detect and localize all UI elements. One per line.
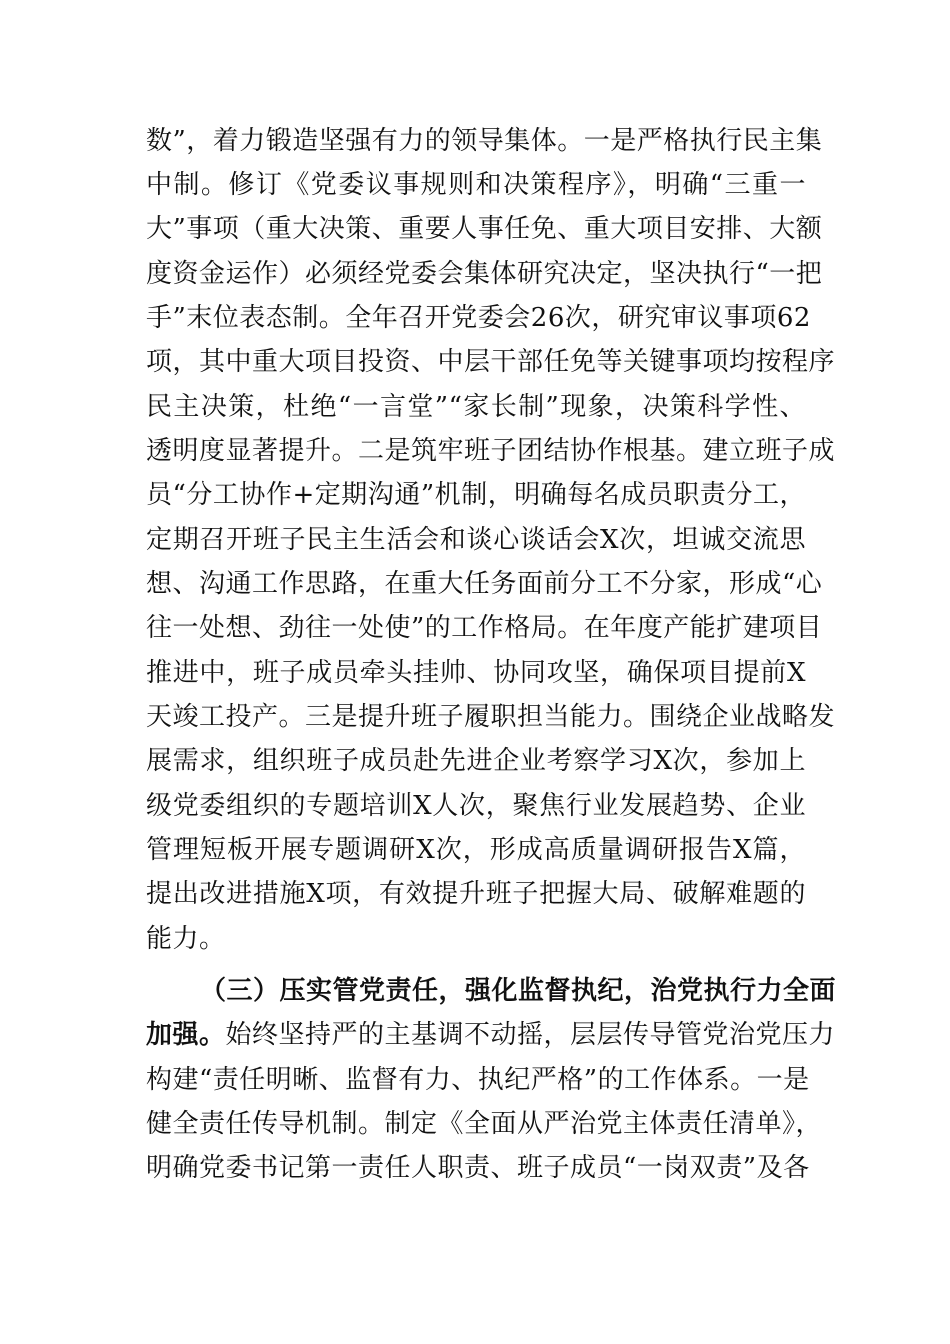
- text-line: 健全责任传导机制。制定《全面从严治党主体责任清单》，: [146, 1109, 823, 1139]
- text-line: 能力。: [146, 924, 226, 954]
- text-line: 项，其中重大项目投资、中层干部任免等关键事项均按程序: [146, 347, 836, 377]
- text-line: 提出改进措施X项，有效提升班子把握大局、破解难题的: [146, 879, 806, 909]
- section-heading-tail: 加强。: [146, 1020, 226, 1050]
- text-line: 数”，着力锻造坚强有力的领导集体。一是严格执行民主集: [146, 126, 823, 156]
- text-line: 推进中，班子成员牵头挂帅、协同攻坚，确保项目提前X: [146, 658, 806, 688]
- text-line: 往一处想、劲往一处使”的工作格局。在年度产能扩建项目: [146, 613, 823, 643]
- section-heading: （三）压实管党责任，强化监督执纪，治党执行力全面: [200, 976, 837, 1006]
- text-line: 天竣工投产。三是提升班子履职担当能力。围绕企业战略发: [146, 702, 836, 732]
- text-line: 明确党委书记第一责任人职责、班子成员“一岗双责”及各: [146, 1153, 810, 1183]
- text-line: 级党委组织的专题培训X人次，聚焦行业发展趋势、企业: [146, 791, 806, 821]
- text-line: 管理短板开展专题调研X次，形成高质量调研报告X篇，: [146, 835, 806, 865]
- text-line: 展需求，组织班子成员赴先进企业考察学习X次，参加上: [146, 746, 806, 776]
- text-line: 员“分工协作+定期沟通”机制，明确每名成员职责分工，: [146, 480, 806, 510]
- section-heading-continued: [146, 1013, 836, 1057]
- text-line: 想、沟通工作思路，在重大任务面前分工不分家，形成“心: [146, 569, 823, 599]
- text-line: 构建“责任明晰、监督有力、执纪严格”的工作体系。一是: [146, 1065, 810, 1095]
- text-line: 定期召开班子民主生活会和谈心谈话会X次，坦诚交流思: [146, 525, 806, 555]
- text-line: 中制。修订《党委议事规则和决策程序》，明确“三重一: [146, 170, 806, 200]
- text-line: 大”事项（重大决策、重要人事任免、重大项目安排、大额: [146, 214, 823, 244]
- text-line: 民主决策，杜绝“一言堂”“家长制”现象，决策科学性、: [146, 392, 806, 422]
- text-line: 透明度显著提升。二是筑牢班子团结协作根基。建立班子成: [146, 436, 836, 466]
- text-line: 度资金运作）必须经党委会集体研究决定，坚决执行“一把: [146, 259, 823, 289]
- text-line: 手”末位表态制。全年召开党委会26次，研究审议事项62: [146, 303, 811, 333]
- text-span: 始终坚持严的主基调不动摇，层层传导管党治党压力: [225, 1020, 836, 1050]
